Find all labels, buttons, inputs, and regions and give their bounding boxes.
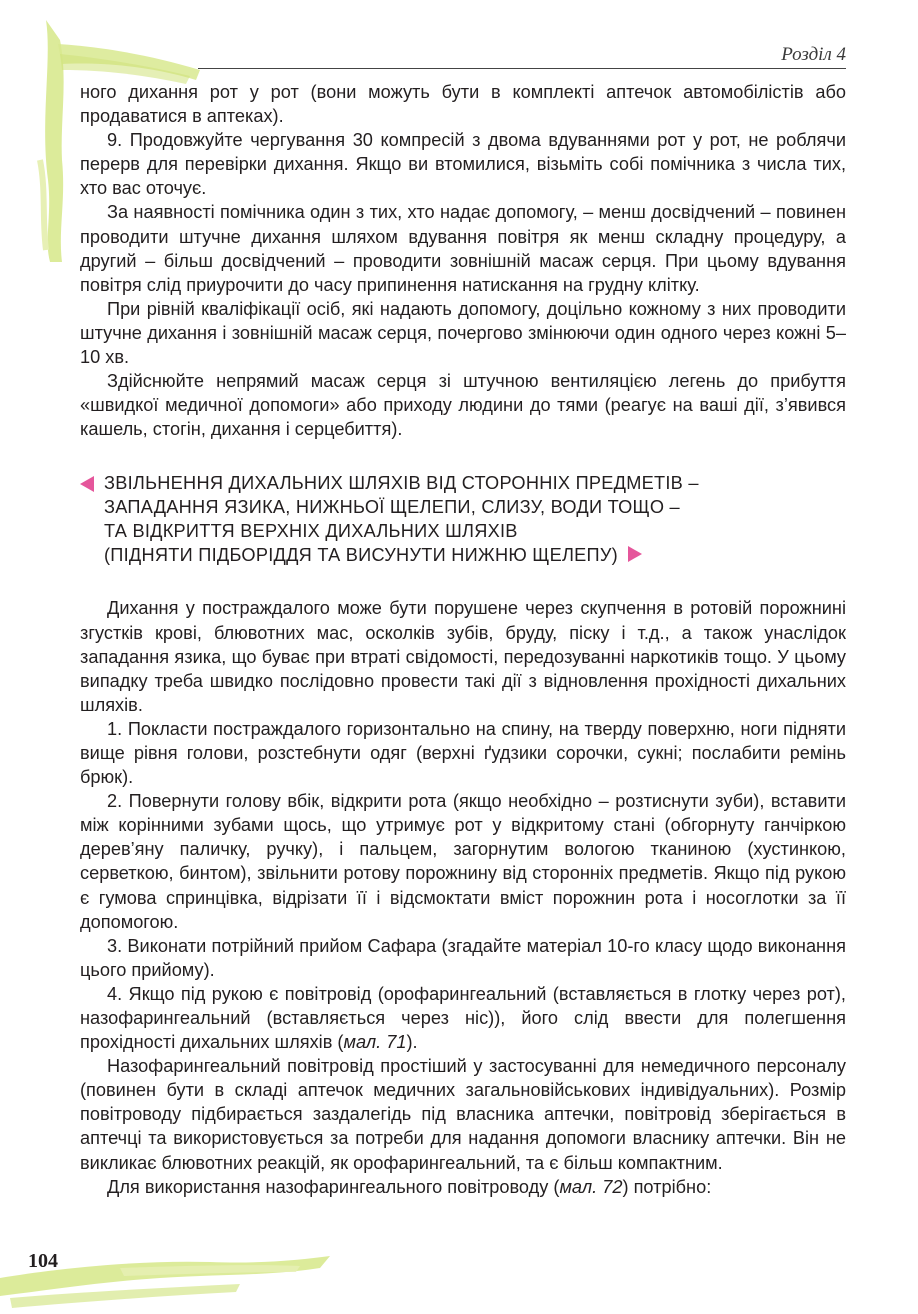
paragraph-text: 4. Якщо під рукою є повітровід (орофарингеальний (вставляється в глотку через рот), назофарингеальний (вставляється через ніс)), його слід ввести для полегшення прохідності дихальних шляхів (: [80, 983, 846, 1053]
paragraph: [80, 1175, 846, 1199]
paragraph: Назофарингеальний повітровід простіший у застосуванні для немедичного персоналу (повинен бути в складі аптечок медичних загальновійськових індивідуальних). Розмір повітроводу підбирається заздалегідь під власника аптечки, повітровід зберігається в аптечці та використовується за потреби для надання допомоги власнику аптечки. Він не викликає блювотних реакцій, як орофарингеальний, та є більш компактним.: [80, 1056, 846, 1173]
heading-line-text: (ПІДНЯТИ ПІДБОРІДДЯ ТА ВИСУНУТИ НИЖНЮ ЩЕЛЕПУ): [104, 545, 618, 566]
paragraph: 1. Покласти постраждалого горизонтально на спину, на тверду поверхню, ноги підняти вище рівня голови, розстебнути одяг (верхні ґудзики сорочки, сукні; послабити ремінь брюк).: [80, 718, 846, 788]
paragraph: Дихання у постраждалого може бути порушене через скупчення в ротовій порожнині згустків крові, блювотних мас, осколків зубів, бруду, піску і т.д., а також унаслідок западання язика, що буває при втраті свідомості, передозуванні наркотиків тощо. У цьому випадку треба швидко послідовно провести такі дії з відновлення прохідності дихальних шляхів.: [80, 598, 846, 715]
paragraph: При рівній кваліфікації осіб, які надають допомогу, доцільно кожному з них проводити штучне дихання і зовнішній масаж серця, почергово змінюючи один одного через кожні 5–10 хв.: [80, 298, 846, 368]
page-number: 104: [28, 1250, 58, 1272]
chapter-label: Розділ 4: [781, 44, 846, 65]
paragraph: [80, 982, 846, 1054]
paragraph: ного дихання рот у рот (вони можуть бути в комплекті аптечок автомобілістів або продаватися в аптеках).: [80, 82, 846, 127]
section-heading: [104, 471, 846, 567]
heading-line-last: [104, 543, 846, 567]
paragraph-text: Для використання назофарингеального повітроводу (: [107, 1176, 560, 1197]
paragraph-text: ) потрібно:: [622, 1176, 712, 1197]
heading-left-triangle-icon: [80, 476, 94, 492]
heading-line: ЗВІЛЬНЕННЯ ДИХАЛЬНИХ ШЛЯХІВ ВІД СТОРОННІХ ПРЕДМЕТІВ –: [104, 473, 699, 494]
paragraph: 2. Повернути голову вбік, відкрити рота (якщо необхідно – розтиснути зуби), вставити між корінними зубами щось, що утримує рот у відкритому стані (обгорнуту ганчіркою дерев’яну паличку, ручку), і пальцем, загорнутим вологою тканиною (хустинкою, серветкою, бинтом), звільнити ротову порожнину від сторонніх предметів. Якщо під рукою є гумова спринцівка, відрізати її і відсмоктати вміст порожнин рота і носоглотки за її допомогою.: [80, 791, 846, 932]
page-body: [80, 80, 846, 1199]
paragraph: Здійснюйте непрямий масаж серця зі штучною вентиляцією легень до прибуття «швидкої медичної допомоги» або приходу людини до тями (реагує на ваші дії, з’явився кашель, стогін, дихання і серцебиття).: [80, 371, 846, 440]
paragraph: 9. Продовжуйте чергування 30 компресій з двома вдуваннями рот у рот, не роблячи перерв для перевірки дихання. Якщо ви втомилися, візьміть собі помічника з числа тих, хто вас оточує.: [80, 130, 846, 199]
heading-line: ЗАПАДАННЯ ЯЗИКА, НИЖНЬОЇ ЩЕЛЕПИ, СЛИЗУ, ВОДИ ТОЩО –: [104, 497, 680, 518]
heading-right-triangle-icon: [628, 546, 642, 562]
figure-reference: мал. 72: [559, 1176, 623, 1197]
heading-line: ТА ВІДКРИТТЯ ВЕРХНІХ ДИХАЛЬНИХ ШЛЯХІВ: [104, 521, 518, 542]
header-rule: [198, 68, 846, 69]
paragraph: За наявності помічника один з тих, хто надає допомогу, – менш досвідчений – повинен проводити штучне дихання шляхом вдування повітря як менш складну процедуру, а другий – більш досвідчений – проводити зовнішній масаж серця. При цьому вдування повітря слід приурочити до часу припинення натискання на грудну клітку.: [80, 202, 846, 295]
paragraph: 3. Виконати потрійний прийом Сафара (згадайте матеріал 10-го класу щодо виконання цього прийому).: [80, 935, 846, 980]
paragraph-text: ).: [406, 1032, 418, 1053]
figure-reference: мал. 71: [343, 1032, 407, 1053]
